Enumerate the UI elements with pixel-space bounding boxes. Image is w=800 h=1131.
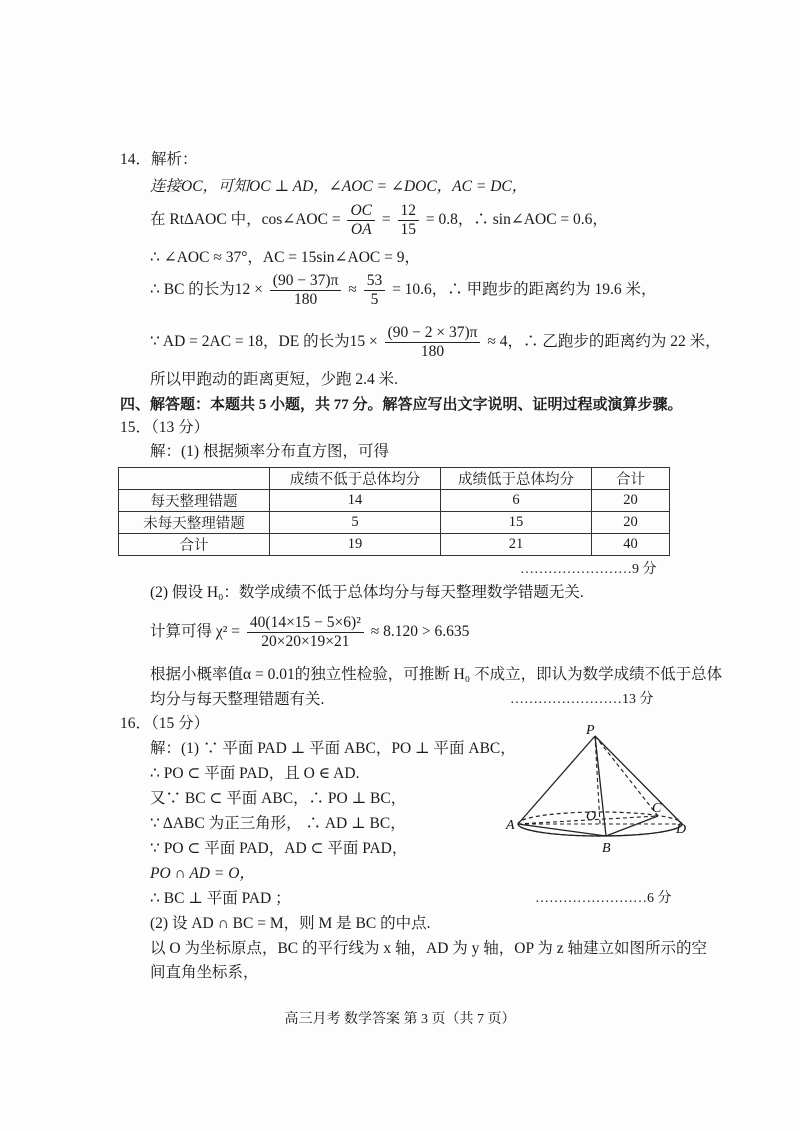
table-row xyxy=(119,490,670,512)
table-cell: 每天整理错题 xyxy=(119,490,270,512)
label-o: O xyxy=(586,809,597,824)
q14-line3: ∴ ∠AOC ≈ 37°，AC = 15sin∠AOC = 9， xyxy=(150,249,420,266)
q14-line2-text-a: 在 RtΔAOC 中，cos∠AOC = xyxy=(150,211,341,228)
table-cell: 14 xyxy=(270,490,441,512)
q16-line1: 解：(1) ∵ 平面 PAD ⊥ 平面 ABC，PO ⊥ 平面 ABC， xyxy=(150,740,516,757)
table-row xyxy=(119,534,670,556)
table-cell: 15 xyxy=(441,512,592,534)
page-footer: 高三月考 数学答案 第 3 页（共 7 页） xyxy=(284,1012,516,1027)
q14-line5: ∵ AD = 2AC = 18，DE 的长为15 × $\frac{(90 - 2 \times 37)\pi}{180}$ ≈ 4，∴ 乙跑步的距离约为 22 米， xyxy=(150,323,721,360)
fraction-oc-oa: $\frac{OC}{OA}$ xyxy=(347,202,375,239)
label-b: B xyxy=(602,841,611,856)
table-header: 合计 xyxy=(592,468,670,490)
q15-part1: 解：(1) 根据频率分布直方图，可得 xyxy=(150,443,389,460)
table-cell: 19 xyxy=(270,534,441,556)
q16-line9: 以 O 为坐标原点，BC 的平行线为 x 轴，AD 为 y 轴，OP 为 z 轴建立如图所示的空 xyxy=(150,940,708,957)
q15-conclusion-1: 根据小概率值α = 0.01的独立性检验，可推断 H₀ 不成立，即认为数学成绩不低于总体 xyxy=(150,666,723,683)
q15-part2: (2) 假设 H₀：数学成绩不低于总体均分与每天整理数学错题无关. xyxy=(150,584,584,601)
table-header-row xyxy=(119,468,670,490)
q15-title: 15．（13 分） xyxy=(120,419,210,436)
edge-pc xyxy=(595,736,658,816)
table-cell: 5 xyxy=(270,512,441,534)
table-row xyxy=(119,512,670,534)
q15-conclusion-2: 均分与每天整理错题有关. xyxy=(150,691,325,708)
q14-line2: 在 RtΔAOC 中，cos∠AOC = $\frac{OC}{OA}$ = $\frac{12}{15}$ = 0.8，∴ sin∠AOC = 0.6， xyxy=(150,201,608,238)
q16-line4: ∵ ΔABC 为正三角形， ∴ AD ⊥ BC， xyxy=(150,815,406,832)
table-header: 成绩低于总体均分 xyxy=(441,468,592,490)
label-d: D xyxy=(676,822,687,837)
q16-score-part1: ……………………6 分 xyxy=(535,891,672,906)
edge-pa xyxy=(518,736,595,824)
edge-pb xyxy=(595,736,606,836)
q16-line6: PO ∩ AD = O， xyxy=(150,865,255,882)
q16-title: 16．（15 分） xyxy=(120,715,210,732)
fraction-53-5: $\frac{53}{5}$ xyxy=(364,272,386,309)
q16-line7: ∴ BC ⊥ 平面 PAD ； xyxy=(150,890,291,907)
section-four-heading: 四、解答题：本题共 5 小题，共 77 分。解答应写出文字说明、证明过程或演算步骤。 xyxy=(120,397,683,413)
q16-line10: 间直角坐标系， xyxy=(150,964,259,981)
cone-figure xyxy=(500,720,690,860)
q15-score-part1: ……………………9 分 xyxy=(520,562,657,577)
fraction-de-arc: $\frac{(90 - 2 \times 37)\pi}{180}$ xyxy=(385,324,481,361)
cone-base-front xyxy=(518,824,682,836)
fraction-bc-arc: $\frac{(90 - 37)\pi}{180}$ xyxy=(270,272,342,309)
table-cell: 未每天整理错题 xyxy=(119,512,270,534)
table-cell: 21 xyxy=(441,534,592,556)
table-header xyxy=(119,468,270,490)
table-cell: 20 xyxy=(592,490,670,512)
fraction-12-15: $\frac{12}{15}$ xyxy=(398,202,420,239)
label-c: C xyxy=(652,801,662,816)
q15-chi-square: 计算可得 χ² = $\frac{\text{40(14×15 − 5×6)²}}{20\times 20\times 19\times 21}$ ≈ 8.120 > 6.635 xyxy=(150,613,470,650)
table-header: 成绩不低于总体均分 xyxy=(270,468,441,490)
contingency-table xyxy=(118,467,670,556)
q14-title: 14．解析： xyxy=(120,151,198,168)
edge-pd xyxy=(595,736,682,824)
q14-line4: ∴ BC 的长为12 × $\frac{(90 - 37)\pi}{180}$ ≈ $\frac{53}{5}$ = 10.6，∴ 甲跑步的距离约为 19.6 米， xyxy=(150,271,657,308)
label-a: A xyxy=(506,818,515,833)
q16-line5: ∵ PO ⊂ 平面 PAD，AD ⊂ 平面 PAD， xyxy=(150,840,408,857)
fraction-chi-square: $\frac{\text{40(14×15 − 5×6)²}}{20\times 20\times 19\times 21}$ xyxy=(247,614,364,651)
table-cell: 6 xyxy=(441,490,592,512)
label-p: P xyxy=(586,723,595,738)
table-cell: 40 xyxy=(592,534,670,556)
q16-line2: ∴ PO ⊂ 平面 PAD，且 O ∈ AD. xyxy=(150,765,360,782)
q15-score-part2: ……………………13 分 xyxy=(510,692,654,707)
q14-line1: 连接OC，可知OC ⊥ AD，∠AOC = ∠DOC，AC = DC， xyxy=(150,178,528,195)
table-cell: 合计 xyxy=(119,534,270,556)
table-cell: 20 xyxy=(592,512,670,534)
q14-line6: 所以甲跑动的距离更短，少跑 2.4 米. xyxy=(150,371,399,388)
q14-line2-text-b: = 0.8，∴ sin∠AOC = 0.6， xyxy=(425,211,608,228)
q16-line3: 又∵ BC ⊂ 平面 ABC，∴ PO ⊥ BC， xyxy=(150,790,407,807)
q16-line8: (2) 设 AD ∩ BC = M，则 M 是 BC 的中点. xyxy=(150,915,431,932)
